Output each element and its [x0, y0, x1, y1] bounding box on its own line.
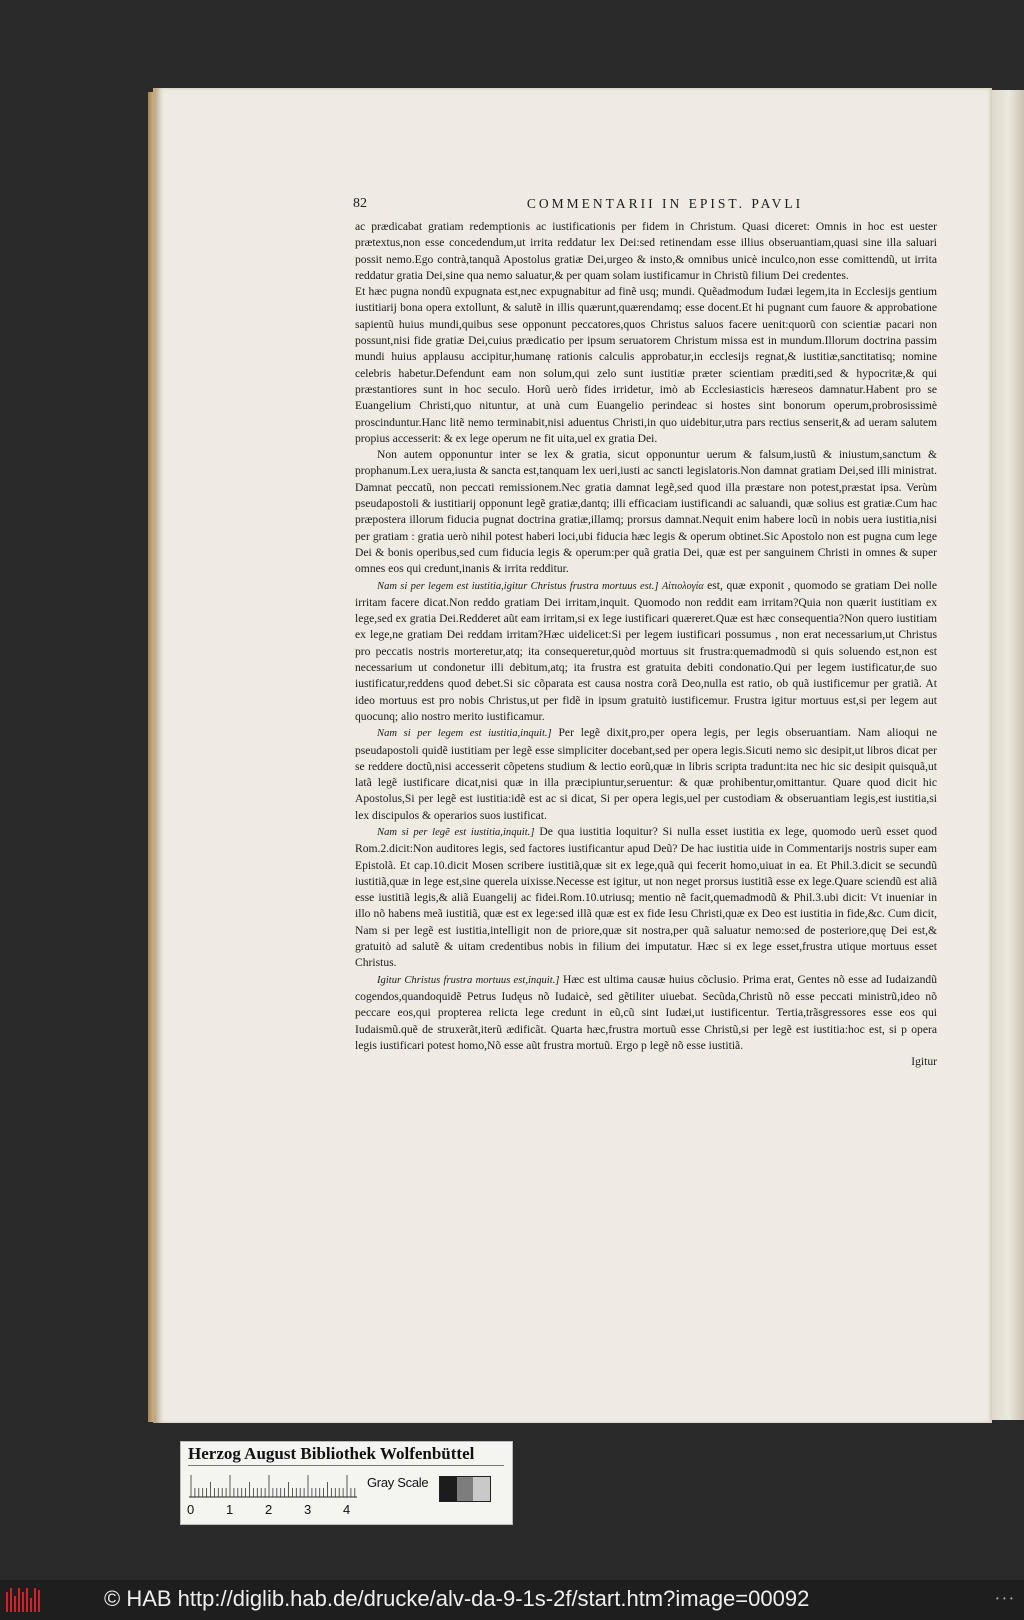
paragraph-text: est, quæ exponit , quomodo se gratiam Dei nolle irritam facere dicat.Non reddo gratiam Dei irritam,inquit. Quomodo non reddit eam irritam?Quia non quærit iustitiam ex lege,sed ex gratia Dei.Redderet aũt eam irritam,si ex lege iustificari quæreret.Quæ est hæc consequentia?Non quero iustitiam ex lege,ne gratiam Dei reddam irritam?Hæc uidelicet:Si per legem iustificari possumus , non erat necessarium,ut Christus pro peccatis nostris morteretur,atq; ita consequeretur,quòd mortuus sit frustra:quemadmodũ si quis soluendo est,non est necessarium ut condonetur illi debitum,atq; ita frustra est gratuita debiti condonatio.Qui per legem iustificatur,de suo iustificatur,reddens quod debet.Si sic cõparata est causa nostra corã Deo,nulla est ratio, ob quã iustificemur per gratiã. At ideo mortuus est pro nobis Christus,ut per fidẽ in ipsum gratuitò iustificemur. Frustra igitur mortuus est,si per legem aut quocunq; alio nostro merito iustificamur.: [355, 578, 938, 723]
paragraph-text: De qua iustitia loquitur? Si nulla esset iustitia ex lege, quomodo uerũ esset quod Rom.2.dicit:Non auditores legis, sed factores iustificantur apud Deũ? De hac iustitia uide in Commentarijs nostris super eam Epistolã. Et cap.10.dicit Mosen scribere iustitiã,quæ sit ex lege,quã qui fecerit homo,uiuat in ea. Et Phil.3.dicit se secundũ iustitiã,quæ in lege est,sine querela uixisse.Necesse est igitur, ut non neget prorsus iustitiã esse ex lege.Quare sciendũ est aliã esse iustitiã legis,& aliã Euangelij ac fidei.Rom.10.utriusq; mentio nẽ facit,quemadmodũ & Phil.3.ubi dicit: Vt inueniar in illo nõ habens meã iustitiã, quæ est ex lege:sed illã quæ est ex fide Iesu Christi,quæ ex Deo est iustitia in fide,&c. Cum dicit, Nam si per legẽ est iustitia,intelligit non de priore,quæ sit nostra,per quã saluatur nemo:sed de posteriore,quę Dei est,& gratuitò ad salutẽ & uitam credentibus nobis in filium dei imputatur. Hæc si ex lege esset,frustra utique mortuus esset Christus.: [355, 824, 937, 970]
gray-swatches: [439, 1476, 491, 1502]
paragraph: [355, 447, 937, 577]
catchword: Igitur: [911, 1055, 937, 1069]
paragraph: [355, 725, 937, 824]
paragraph: [355, 219, 937, 284]
greek-term: Αἰτιολογία: [662, 580, 704, 592]
paragraph-text: Hæc est ultima causæ huius cõclusio. Prima erat, Gentes nõ esse ad Iudaizandũ cogendos,quandoquidẽ Petrus Iudęus nõ Iudaicè, sed gẽtiliter uiuebat. Secũda,Christũ nõ esse peccati ministrũ,ideo nõ peccare eos,qui propterea relicta lege credunt in eũ,cũ sint Iudæi,ut iustificentur. Tertia,trãsgressores esse eos qui Iudaismũ.quẽ de struxerãt,iterũ ædificãt. Quarta hæc,frustra mortuũ esse Christũ,si per legẽ est iustitia:hoc est, si p opera legis iustificari potest homo,Nõ esse aũt frustra mortuũ. Ergo p legẽ nõ esse iustitiã.: [355, 972, 937, 1052]
gray-swatch: [440, 1477, 457, 1501]
footer-bar: [0, 1580, 1024, 1620]
lemma-text: Nam si per legem est iustitia,inquit.]: [377, 728, 552, 740]
menu-dots-icon[interactable]: • • •: [996, 1594, 1014, 1603]
paragraph: [355, 284, 937, 447]
page-header: [353, 196, 937, 212]
paragraph-text: Non autem opponuntur inter se lex & gratia, sicut opponuntur uerum & falsum,iustũ & iniustum,sanctum & prophanum.Lex uera,iusta & sancta est,tanquam lex ueri,iusti ac sancti legislatoris.Non damnat gratiam Dei,sed illi ministrat. Damnat peccatũ, non peccati remissionem.Nec gratia damnat legẽ,sed quod illa præstare non potest,præstat ipsa. Verùm pseudapostoli & iustitiarij opponunt legẽ gratiæ,dantq; illi efficaciam iustificandi ac saluandi, quæ solius est gratiæ.Cum hac præpostera illorum fiducia pugnat doctrina gratiæ,illamq; prorsus damnat.Nequit enim habere locũ in nobis uera iustitia,nisi per gratiam : gratia uerò nihil potest haberi loci,ubi fiducia hæc legis & operum obtinet.Sic Apostolo non est pugna cum lege Dei & bonis operibus,sed cum fiducia legis & operum:per quã gratia Dei, quæ est per sanguinem Christi in omnes & super omnes eos qui credunt,inanis & irrita redditur.: [355, 448, 937, 576]
library-name: Herzog August Bibliothek Wolfenbüttel: [188, 1444, 504, 1466]
gray-swatch: [473, 1477, 490, 1501]
source-url[interactable]: © HAB http://diglib.hab.de/drucke/alv-da-9-1s-2f/start.htm?image=00092: [104, 1586, 810, 1611]
paragraph-text: Et hæc pugna nondũ expugnata est,nec expugnabitur ad finẽ usq; mundi. Quẽadmodum Iudæi legem,ita in Ecclesijs gentium iustitiarij bona opera extollunt, & salutẽ in illis quærunt,quærendamq; esse docent.Et hi pugnant cum fauore & approbatione sapientũ huius mundi,quibus sese opponunt peccatores,quos Christus saluos facere uenit:quorũ con scientiæ pacari non possunt,nisi fide gratiæ Dei,cuius prædicatio per ipsum seruatorem Christum missa est in mundum.Illorum doctrina passim mundi huius applausu accipitur,humanę rationis calculis approbatur,in ecclesijs regnat,& iustitiæ,sanctitatisq; nomine celebris habetur.Defendunt eam non solum,qui zelo sunt iustitiæ præter scientiam præditi,sed & hypocritæ,& qui præstantiores sunt in hoc seculo. Horũ uerò fides irridetur, imò ab Ecclesiasticis hæreseos damnatur.Habent pro se Euangelium Christi,quo nituntur, at unà cum Euangelio perindeac si hostes sint bonorum operum,probrosissimè proscinduntur.Hanc litẽ nemo terminabit,nisi aduentus Christi,in quo uidebitur,utra pars rectius senserit,& ad ueram salutem propius accesserit: & ex lege operum ne fit uita,uel ex gratia Dei.: [355, 285, 937, 445]
lemma-text: Igitur Christus frustra mortuus est,inquit.]: [377, 974, 560, 986]
gray-scale-label: Gray Scale: [367, 1475, 429, 1490]
folio-number: 82: [353, 196, 367, 211]
ruler-number: 3: [304, 1502, 312, 1517]
ruler-numbers: [187, 1502, 377, 1520]
lemma-text: Nam si per legẽ est iustitia,inquit.]: [377, 826, 535, 838]
gray-swatch: [457, 1477, 474, 1501]
color-scale-card: [180, 1441, 513, 1525]
paragraph: [355, 824, 937, 972]
ruler-number: 1: [226, 1502, 234, 1517]
paragraph-text: ac prædicabat gratiam redemptionis ac iustificationis per fidem in Christum. Quasi diceret: Omnis in hoc est uester prætextus,non esse concedendum,ut irrita reddatur lex Dei:sed retinendam esse illius obseruantiam,quasi sine illa saluari possit nemo.Ego contrà,tanquã Apostolus gratiæ Dei,urgeo & insto,& omnibus unicè inculco,non esse comittendũ, ut irrita reddatur gratia Dei,sine qua nemo saluatur,& per quam solam iustificamur in Christũ filium Dei credentes.: [355, 220, 937, 282]
ruler-number: 4: [343, 1502, 351, 1517]
ruler-icon: [189, 1472, 357, 1498]
ruler-number: 2: [265, 1502, 273, 1517]
hab-logo-icon: [6, 1588, 46, 1612]
paragraph: [355, 972, 937, 1054]
ruler-number: 0: [187, 1502, 195, 1517]
running-head: COMMENTARII IN EPIST. PAVLI: [526, 196, 804, 211]
paragraph-text: Per legẽ dixit,pro,per opera legis, per legis obseruantiam. Nam alioqui ne pseudapostoli quidẽ iustitiam per legẽ esse simpliciter docebant,sed per opera legis.Sicuti nemo sic desipit,ut libros dicat per se reddere doctũ,nisi accesserit cõpetens studium & lectio eorũ,quæ in libris scripta tradunt:ita nec hic sic desipit quisquã,ut latã legẽ iustificare dicat,nisi quæ in illa præcipiuntur,seruentur: & quæ prohibentur,omittantur. Quare quod dicit hic Apostolus,Si per legẽ est iustitia:idẽ est ac si dicat, Si per opera legis,uel per custodiam & obseruantiam legis,est iustitia,si lex discipulos & operarios suos iustificat.: [355, 726, 937, 822]
lemma-text: Nam si per legem est iustitia,igitur Christus frustra mortuus est.]: [377, 580, 659, 592]
body-text: [355, 219, 937, 1070]
paragraph: [355, 578, 937, 726]
